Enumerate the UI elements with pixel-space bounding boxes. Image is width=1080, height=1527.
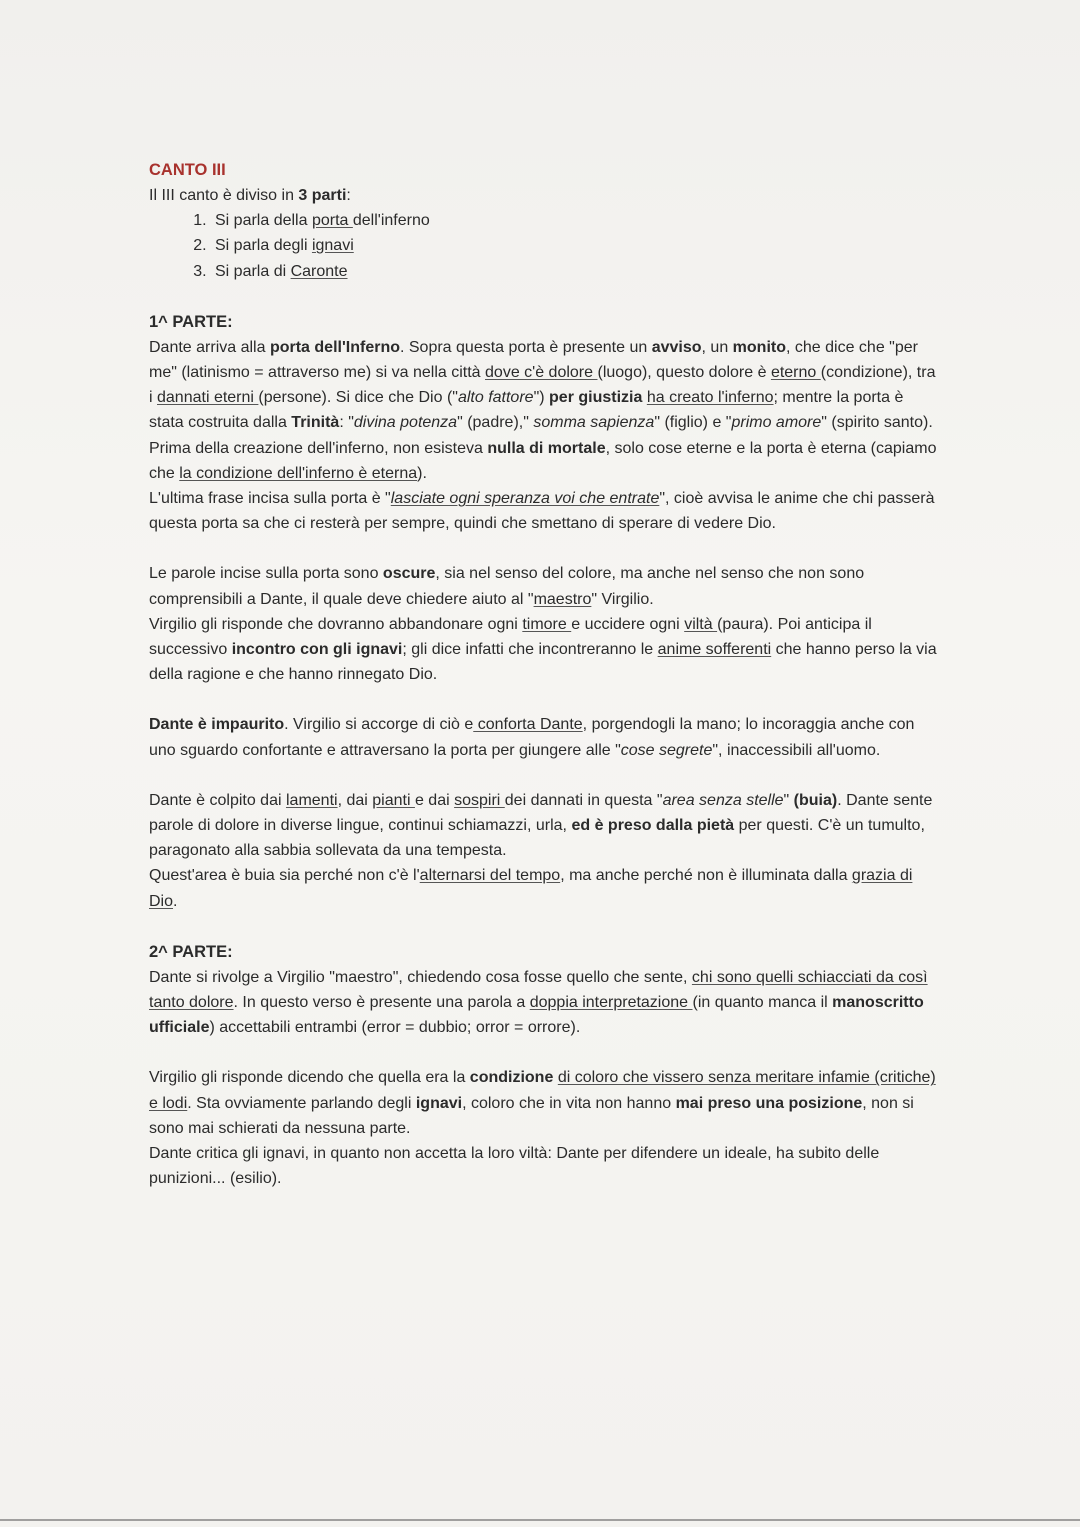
text: dell'inferno: [352, 212, 430, 230]
text: , coloro che in vita non hanno: [462, 1094, 676, 1112]
text: Si parla degli: [215, 237, 312, 255]
text: dei dannati in questa ": [504, 791, 663, 809]
underlined-text: sospiri: [454, 791, 505, 809]
text: , che dice che "per me" (latinismo = attraverso me) si va nella città: [149, 338, 918, 382]
underlined-text: viltà: [684, 615, 718, 633]
underlined-text: porta: [311, 212, 353, 230]
text: , ma anche perché non è illuminata dalla: [560, 867, 852, 885]
text: Il III canto è diviso in: [149, 187, 299, 204]
bold-text: incontro con gli ignavi: [231, 641, 403, 659]
text: . Virgilio si accorge di ciò e: [284, 716, 474, 734]
bold-text: (buia): [793, 791, 838, 809]
part1-paragraph-2: [149, 561, 940, 687]
text: L'ultima frase incisa sulla porta è ": [149, 490, 391, 508]
list-item: [211, 208, 940, 233]
list-item: [211, 233, 940, 258]
underlined-text: eterno: [770, 364, 821, 382]
text: :: [346, 187, 351, 204]
text: : ": [339, 414, 354, 432]
bold-text: oscure: [382, 565, 436, 583]
bold-text: monito: [732, 338, 786, 356]
underlined-text: Caronte: [290, 262, 348, 280]
italic-text: divina potenza: [353, 414, 458, 432]
text: Prima della creazione dell'inferno, non esisteva: [149, 439, 488, 457]
text: , sia nel senso del colore, ma anche nel senso che non sono comprensibili a Dante, il quale deve chiedere aiuto al ": [149, 565, 865, 608]
intro-line: [149, 183, 940, 208]
underlined-text: lamenti: [285, 791, 338, 809]
text: .: [173, 892, 178, 910]
italic-text: cose segrete: [620, 741, 713, 759]
bold-text: mai preso una posizione: [675, 1094, 863, 1112]
underlined-text: dove c'è dolore: [485, 364, 598, 382]
text: Virgilio gli risponde dicendo che quella era la: [149, 1069, 470, 1087]
bold-text: porta dell'Inferno: [269, 338, 400, 356]
underlined-italic-text: lasciate ogni speranza voi che entrate: [390, 490, 660, 508]
text: Si parla della: [215, 212, 312, 230]
underlined-text: anime sofferenti: [657, 641, 772, 659]
italic-text: primo amore: [731, 414, 822, 432]
text: , solo cose eterne e la porta è eterna (capiamo che: [149, 439, 937, 482]
underlined-text: timore: [522, 615, 572, 633]
text: che hanno perso la via della ragione e che hanno rinnegato Dio.: [149, 641, 937, 684]
bold-text: condizione: [469, 1069, 554, 1087]
underlined-text: doppia interpretazione: [529, 994, 693, 1012]
underlined-text: ha creato l'inferno: [646, 389, 774, 407]
text: per questi. C'è un tumulto, paragonato alla sabbia sollevata da una tempesta.: [149, 817, 925, 860]
text: Si parla di: [215, 262, 291, 280]
underlined-text: dannati eterni: [157, 389, 259, 407]
list-item: [211, 259, 940, 284]
text: e dai: [414, 791, 455, 809]
text: "): [533, 389, 550, 407]
underlined-text: grazia di Dio: [149, 867, 913, 910]
text: , non si sono mai schierati da nessuna parte.: [149, 1094, 914, 1137]
text: " (figlio) e ": [654, 414, 732, 432]
text: . Sta ovviamente parlando degli: [187, 1094, 416, 1112]
underlined-text: la condizione dell'inferno è eterna: [179, 464, 418, 482]
text: ).: [417, 464, 427, 482]
part1-paragraph-3: [149, 712, 940, 762]
text: (persone). Si dice che Dio (": [258, 389, 458, 407]
text: (paura). Poi anticipa il successivo: [149, 615, 872, 659]
text: " (padre),": [457, 414, 534, 432]
text: , porgendogli la mano; lo incoraggia anche con uno sguardo confortante e attraversano la porta per giungere alle ": [149, 716, 915, 759]
text: (condizione), tra i: [149, 364, 936, 407]
text: , un: [701, 338, 733, 356]
italic-text: area senza stelle: [662, 791, 784, 809]
text: Le parole incise sulla porta sono: [149, 565, 383, 583]
text: . In questo verso è presente una parola a: [233, 994, 530, 1012]
text: Dante critica gli ignavi, in quanto non accetta la loro viltà: Dante per difendere un ideale, ha subito delle punizioni... (esilio).: [149, 1145, 880, 1188]
bold-text: nulla di mortale: [487, 439, 606, 457]
parts-list: [149, 208, 940, 284]
text: (luogo), questo dolore è: [597, 364, 771, 382]
text: Virgilio gli risponde che dovranno abbandonare ogni: [149, 615, 523, 633]
page-bottom-edge: [0, 1519, 1080, 1521]
italic-text: somma sapienza: [533, 414, 655, 432]
text: . Dante sente parole di dolore in diverse lingue, continui schiamazzi, urla,: [149, 791, 933, 835]
text: Dante si rivolge a Virgilio "maestro", chiedendo cosa fosse quello che sente,: [149, 968, 692, 986]
bold-text: manoscritto ufficiale: [149, 994, 924, 1037]
underlined-text: chi sono quelli schiacciati da così tanto dolore: [149, 968, 928, 1012]
text: (in quanto manca il: [692, 994, 833, 1012]
text: ", inaccessibili all'uomo.: [712, 741, 881, 759]
part1-paragraph-1: [149, 335, 940, 537]
text: ": [783, 791, 794, 809]
text: . Sopra questa porta è presente un: [399, 338, 652, 356]
text: ; gli dice infatti che incontreranno le: [402, 641, 658, 659]
bold-text: 3 parti: [298, 187, 347, 204]
bold-text: per giustizia: [549, 389, 643, 407]
text: " (spirito santo).: [821, 414, 933, 432]
part1-paragraph-4: [149, 788, 940, 914]
part1-heading: 1^ PARTE:: [149, 312, 233, 331]
bold-text: ignavi: [415, 1094, 463, 1112]
underlined-text: di coloro che vissero senza meritare infamie (critiche) e lodi: [149, 1069, 936, 1112]
part2-paragraph-2: [149, 1065, 940, 1191]
underlined-text: maestro: [533, 590, 592, 608]
text: Quest'area è buia sia perché non c'è l': [149, 867, 420, 885]
text: , dai: [337, 791, 373, 809]
text: ) accettabili entrambi (error = dubbio; orror = orrore).: [209, 1019, 581, 1037]
text: e uccidere ogni: [571, 615, 685, 633]
part2-paragraph-1: [149, 965, 940, 1041]
text: ", cioè avvisa le anime che chi passerà questa porta sa che ci resterà per sempre, quindi che smettano di sperare di vedere Dio.: [149, 490, 935, 533]
bold-text: ed è preso dalla pietà: [571, 817, 735, 835]
bold-text: Trinità: [291, 414, 340, 432]
bold-text: Dante è impaurito: [149, 716, 285, 734]
canto-title: CANTO III: [149, 161, 226, 179]
bold-text: avviso: [651, 338, 702, 356]
text: Dante arriva alla: [149, 338, 270, 356]
underlined-text: pianti: [372, 791, 415, 809]
underlined-text: conforta Dante: [473, 716, 583, 734]
text: Dante è colpito dai: [149, 791, 286, 809]
text: ; mentre la porta è stata costruita dalla: [149, 389, 904, 432]
underlined-text: alternarsi del tempo: [419, 867, 561, 885]
part2-heading: 2^ PARTE:: [149, 942, 233, 961]
text: " Virgilio.: [591, 590, 654, 608]
italic-text: alto fattore: [457, 389, 534, 407]
underlined-text: ignavi: [311, 237, 354, 255]
